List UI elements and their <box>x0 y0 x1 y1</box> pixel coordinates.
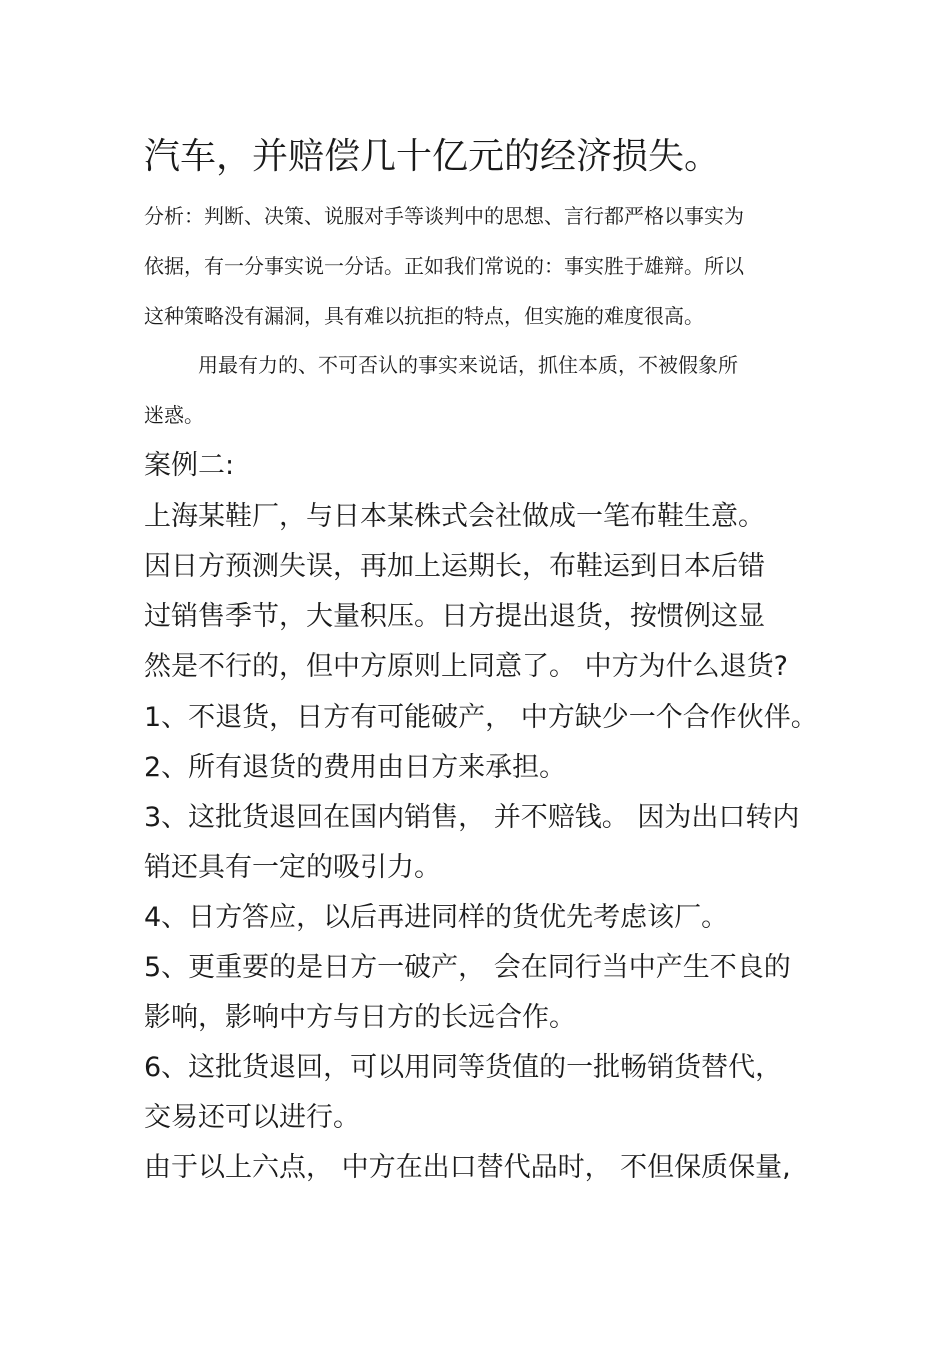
case-intro-line-1: 上海某鞋厂，与日本某株式会社做成一笔布鞋生意。 <box>144 501 765 532</box>
point-line-4: 销还具有一定的吸引力。 <box>144 852 441 883</box>
conclusion-line: 由于以上六点， 中方在出口替代品时， 不但保质保量, <box>144 1152 791 1183</box>
analysis-line-3: 这种策略没有漏洞，具有难以抗拒的特点，但实施的难度很高。 <box>144 304 704 328</box>
analysis-line-2: 依据，有一分事实说一分话。正如我们常说的：事实胜于雄辩。所以 <box>144 254 744 278</box>
case-intro-line-2: 因日方预测失误，再加上运期长，布鞋运到日本后错 <box>144 551 765 582</box>
point-line-1: 1、不退货，日方有可能破产， 中方缺少一个合作伙伴。 <box>144 702 818 733</box>
point-line-7: 影响，影响中方与日方的长远合作。 <box>144 1002 576 1033</box>
summary-line-2: 迷惑。 <box>144 403 204 427</box>
point-line-5: 4、日方答应，以后再进同样的货优先考虑该厂。 <box>144 902 729 933</box>
summary-line-1: 用最有力的、不可否认的事实来说话，抓住本质，不被假象所 <box>198 353 738 377</box>
point-line-6: 5、更重要的是日方一破产， 会在同行当中产生不良的 <box>144 952 791 983</box>
point-line-9: 交易还可以进行。 <box>144 1102 360 1133</box>
page-heading: 汽车，并赔偿几十亿元的经济损失。 <box>144 136 721 177</box>
case-intro-line-4: 然是不行的，但中方原则上同意了。 中方为什么退货? <box>144 651 788 682</box>
analysis-line-1: 分析：判断、决策、说服对手等谈判中的思想、言行都严格以事实为 <box>144 204 744 228</box>
point-line-2: 2、所有退货的费用由日方来承担。 <box>144 752 567 783</box>
point-line-8: 6、这批货退回，可以用同等货值的一批畅销货替代， <box>144 1052 783 1083</box>
case-intro-line-3: 过销售季节，大量积压。日方提出退货，按惯例这显 <box>144 601 765 632</box>
point-line-3: 3、这批货退回在国内销售， 并不赔钱。 因为出口转内 <box>144 802 800 833</box>
case-title: 案例二: <box>144 450 235 481</box>
